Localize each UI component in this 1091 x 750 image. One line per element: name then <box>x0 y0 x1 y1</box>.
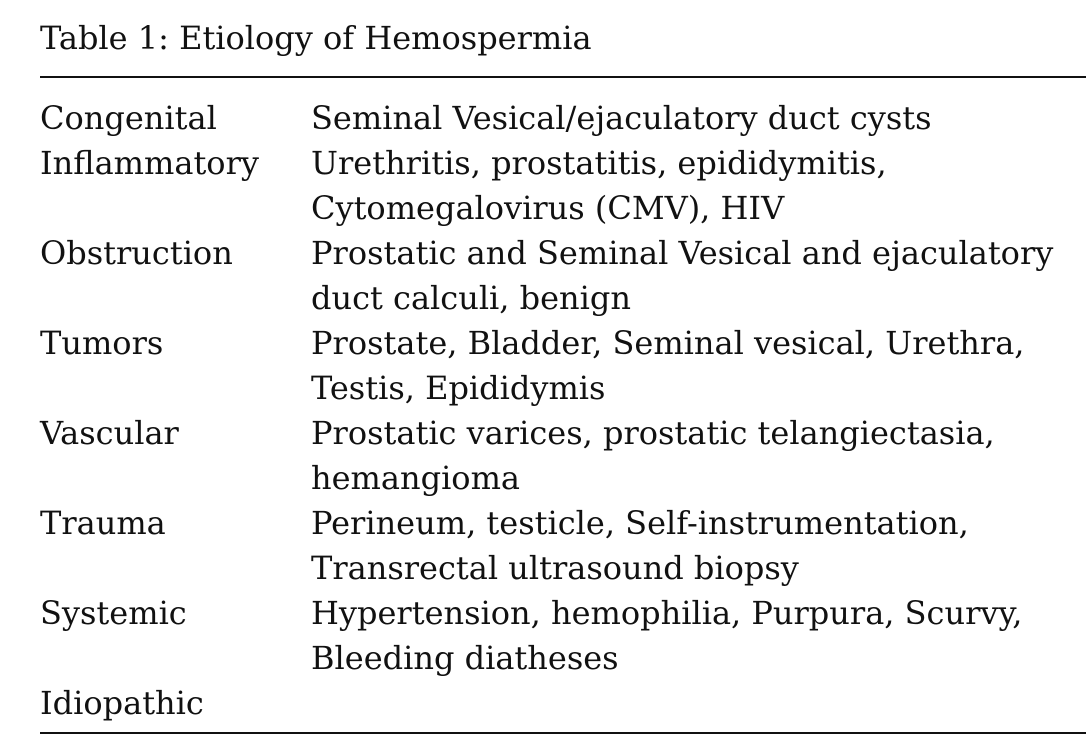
table-row <box>40 231 1086 321</box>
description-line: Prostatic varices, prostatic telangiectasia, <box>311 414 995 452</box>
etiology-table-figure <box>40 0 1086 734</box>
category-cell: Trauma <box>40 504 166 542</box>
description-cell <box>311 411 1086 501</box>
description-cell <box>311 141 1086 231</box>
description-line: Prostate, Bladder, Seminal vesical, Urethra, <box>311 324 1025 362</box>
category-cell: Congenital <box>40 99 217 137</box>
description-line: Seminal Vesical/ejaculatory duct cysts <box>311 99 932 137</box>
category-cell: Idiopathic <box>40 684 204 722</box>
description-line: Perineum, testicle, Self-instrumentation, <box>311 504 969 542</box>
description-line: duct calculi, benign <box>311 279 631 317</box>
description-cell <box>311 501 1086 591</box>
description-line: Prostatic and Seminal Vesical and ejaculatory <box>311 234 1054 272</box>
category-cell: Tumors <box>40 324 164 362</box>
description-line: Cytomegalovirus (CMV), HIV <box>311 189 785 227</box>
description-line: Transrectal ultrasound biopsy <box>311 549 799 587</box>
description-line: Urethritis, prostatitis, epididymitis, <box>311 144 887 182</box>
top-rule <box>40 76 1086 78</box>
table-caption: Table 1: Etiology of Hemospermia <box>40 19 592 57</box>
description-line: Testis, Epididymis <box>311 369 606 407</box>
category-cell: Systemic <box>40 594 187 632</box>
table-row <box>40 411 1086 501</box>
description-line: Bleeding diatheses <box>311 639 619 677</box>
description-line: Hypertension, hemophilia, Purpura, Scurvy, <box>311 594 1023 632</box>
description-cell <box>311 231 1086 321</box>
table-row <box>40 321 1086 411</box>
category-cell: Obstruction <box>40 234 233 272</box>
table-row <box>40 96 1086 141</box>
description-line: hemangioma <box>311 459 520 497</box>
table-row <box>40 591 1086 681</box>
bottom-rule <box>40 732 1086 734</box>
table-row <box>40 501 1086 591</box>
category-cell: Vascular <box>40 414 179 452</box>
description-cell <box>311 96 1086 141</box>
etiology-table <box>40 96 1086 726</box>
description-cell <box>311 591 1086 681</box>
table-row <box>40 681 1086 726</box>
description-cell <box>311 321 1086 411</box>
description-cell <box>311 681 1086 726</box>
category-cell: Inflammatory <box>40 144 259 182</box>
table-row <box>40 141 1086 231</box>
